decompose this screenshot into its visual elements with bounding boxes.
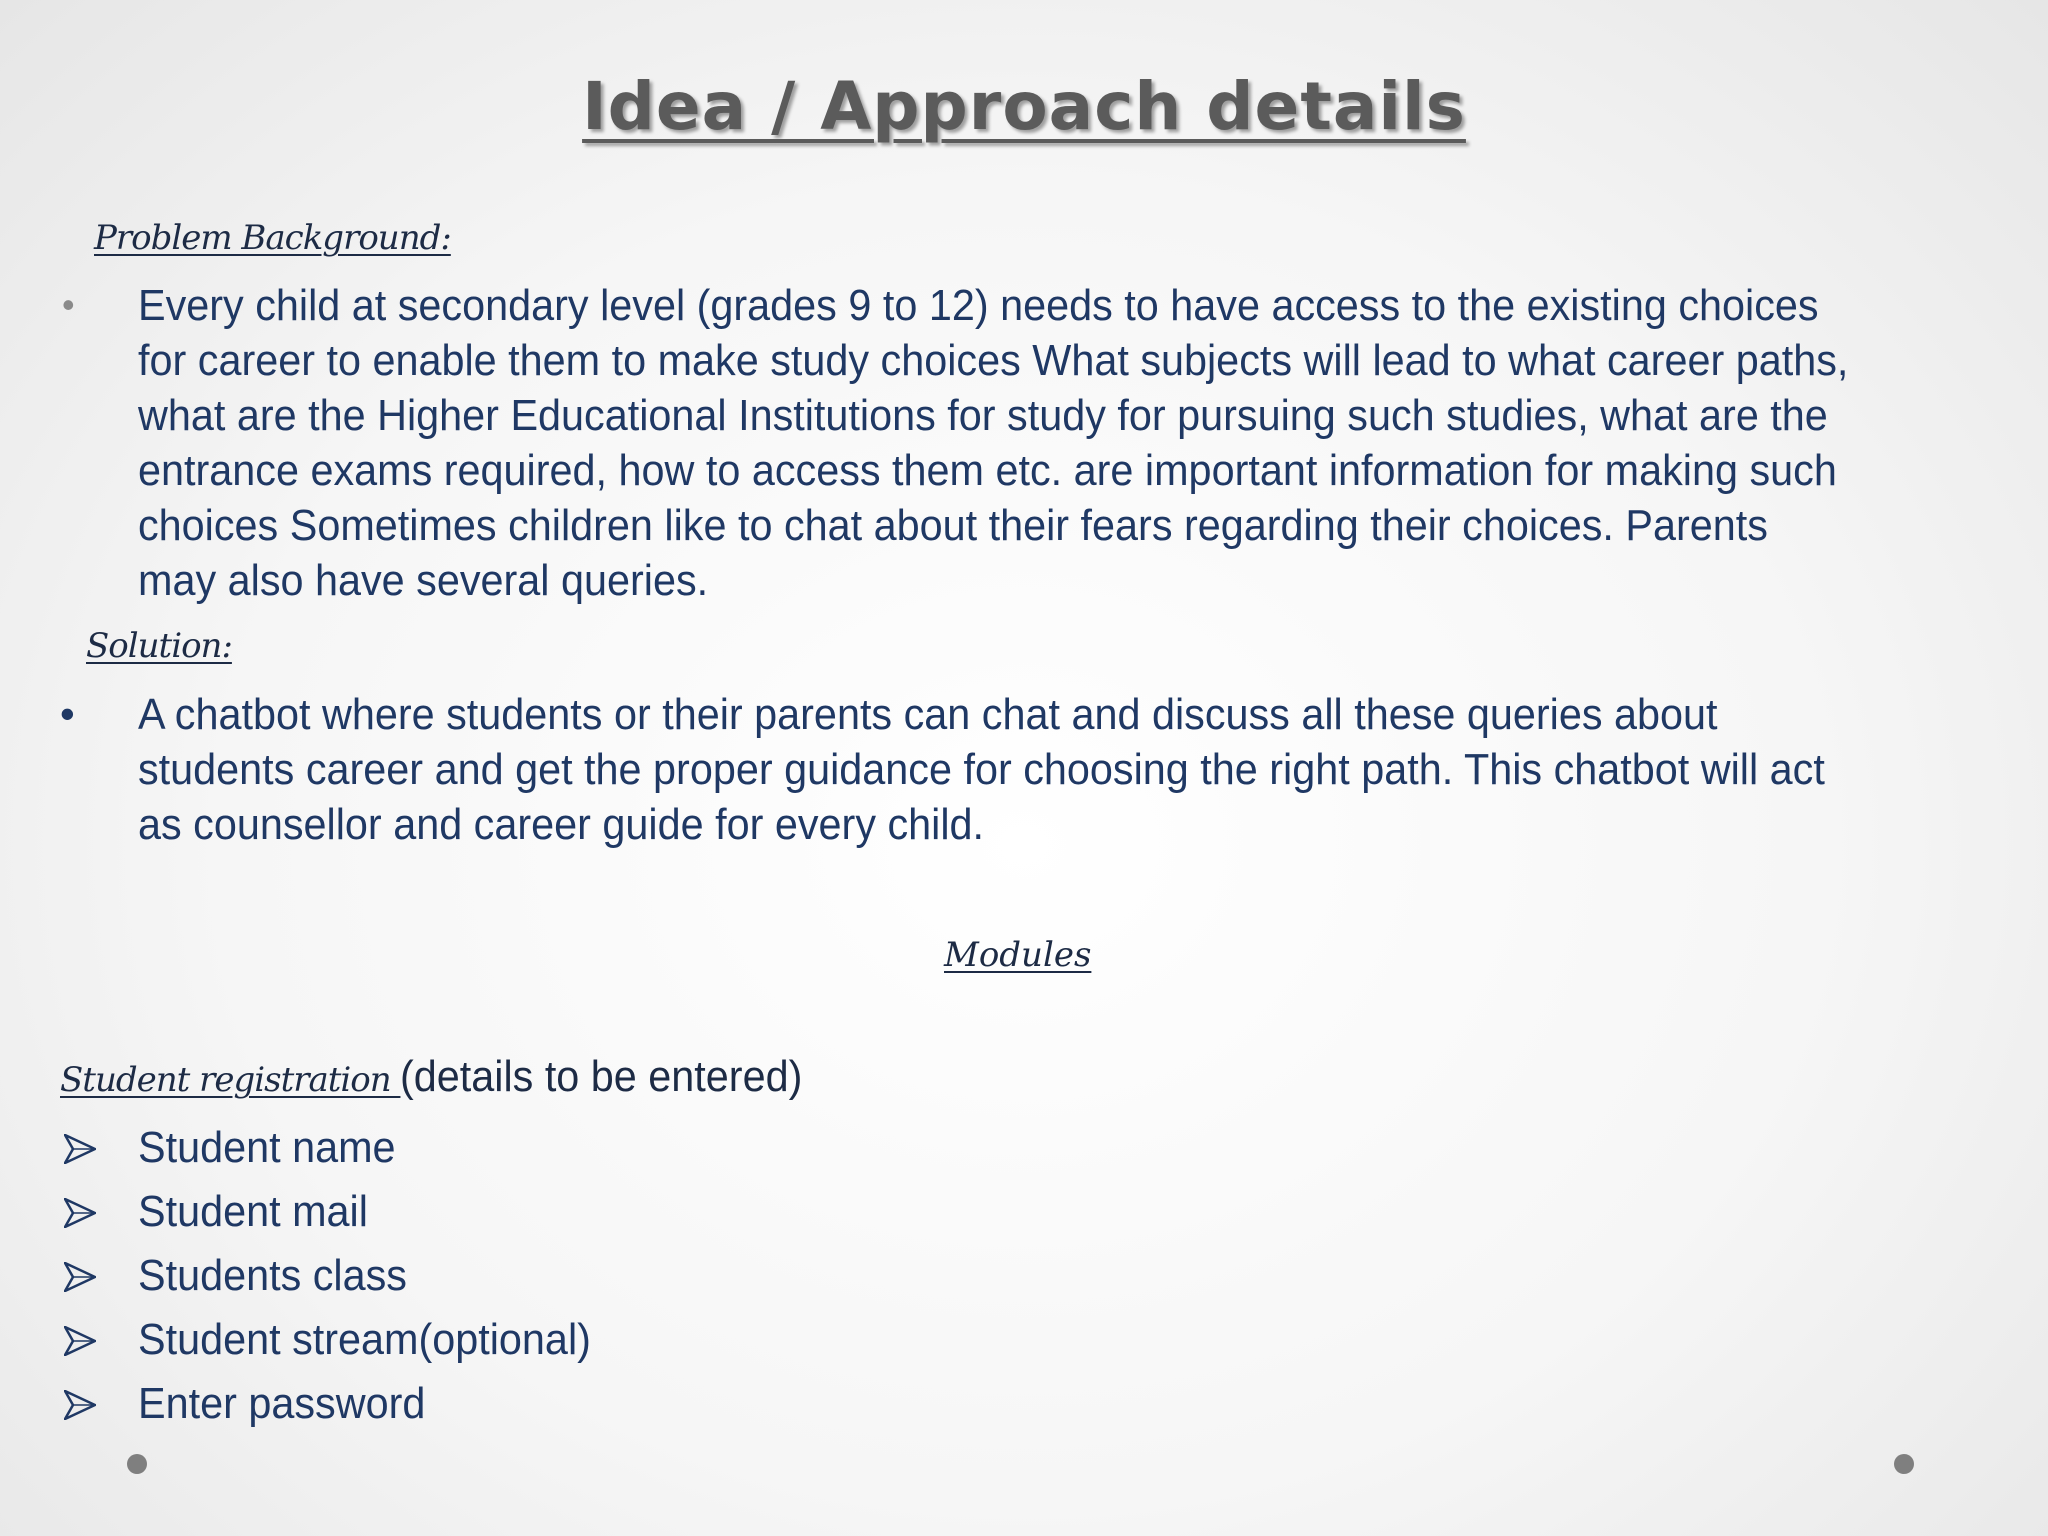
dot-icon (1894, 1454, 1914, 1474)
arrow-bullet-icon (64, 1198, 96, 1228)
bullet-dot-icon: • (60, 690, 75, 737)
field-label: Student name (138, 1123, 396, 1172)
modules-heading: Modules (944, 935, 1092, 975)
slide-title: Idea / Approach details (582, 68, 1466, 145)
student-registration-label: Student registration (60, 1060, 401, 1100)
field-label: Student mail (138, 1187, 368, 1236)
student-registration-note: (details to be entered) (400, 1052, 803, 1101)
field-label: Enter password (138, 1379, 426, 1428)
arrow-bullet-icon (64, 1134, 96, 1164)
problem-background-label: Problem Background: (94, 218, 451, 258)
arrow-bullet-icon (64, 1262, 96, 1292)
problem-background-text: Every child at secondary level (grades 9 to 12) needs to have access to the existing choices for career to enable them to make study choices What subjects will lead to what career paths, what are the Higher Educational Institutions for study for pursuing such studies, what are the entrance exams required, how to access them etc. are important information for making such choices Sometimes children like to chat about their fears regarding their choices. Parents may also have several queries. (138, 281, 1849, 605)
solution-label: Solution: (86, 626, 232, 666)
arrow-bullet-icon (64, 1326, 96, 1356)
solution-text: A chatbot where students or their parents can chat and discuss all these queries about students career and get the proper guidance for choosing the right path. This chatbot will act as counsellor and career guide for every child. (138, 690, 1825, 849)
field-label: Student stream(optional) (138, 1315, 591, 1364)
student-registration-row (60, 1052, 829, 1102)
arrow-bullet-icon (64, 1390, 96, 1420)
dot-icon (127, 1454, 147, 1474)
field-label: Students class (138, 1251, 407, 1300)
bullet-dot-icon: • (62, 284, 75, 325)
